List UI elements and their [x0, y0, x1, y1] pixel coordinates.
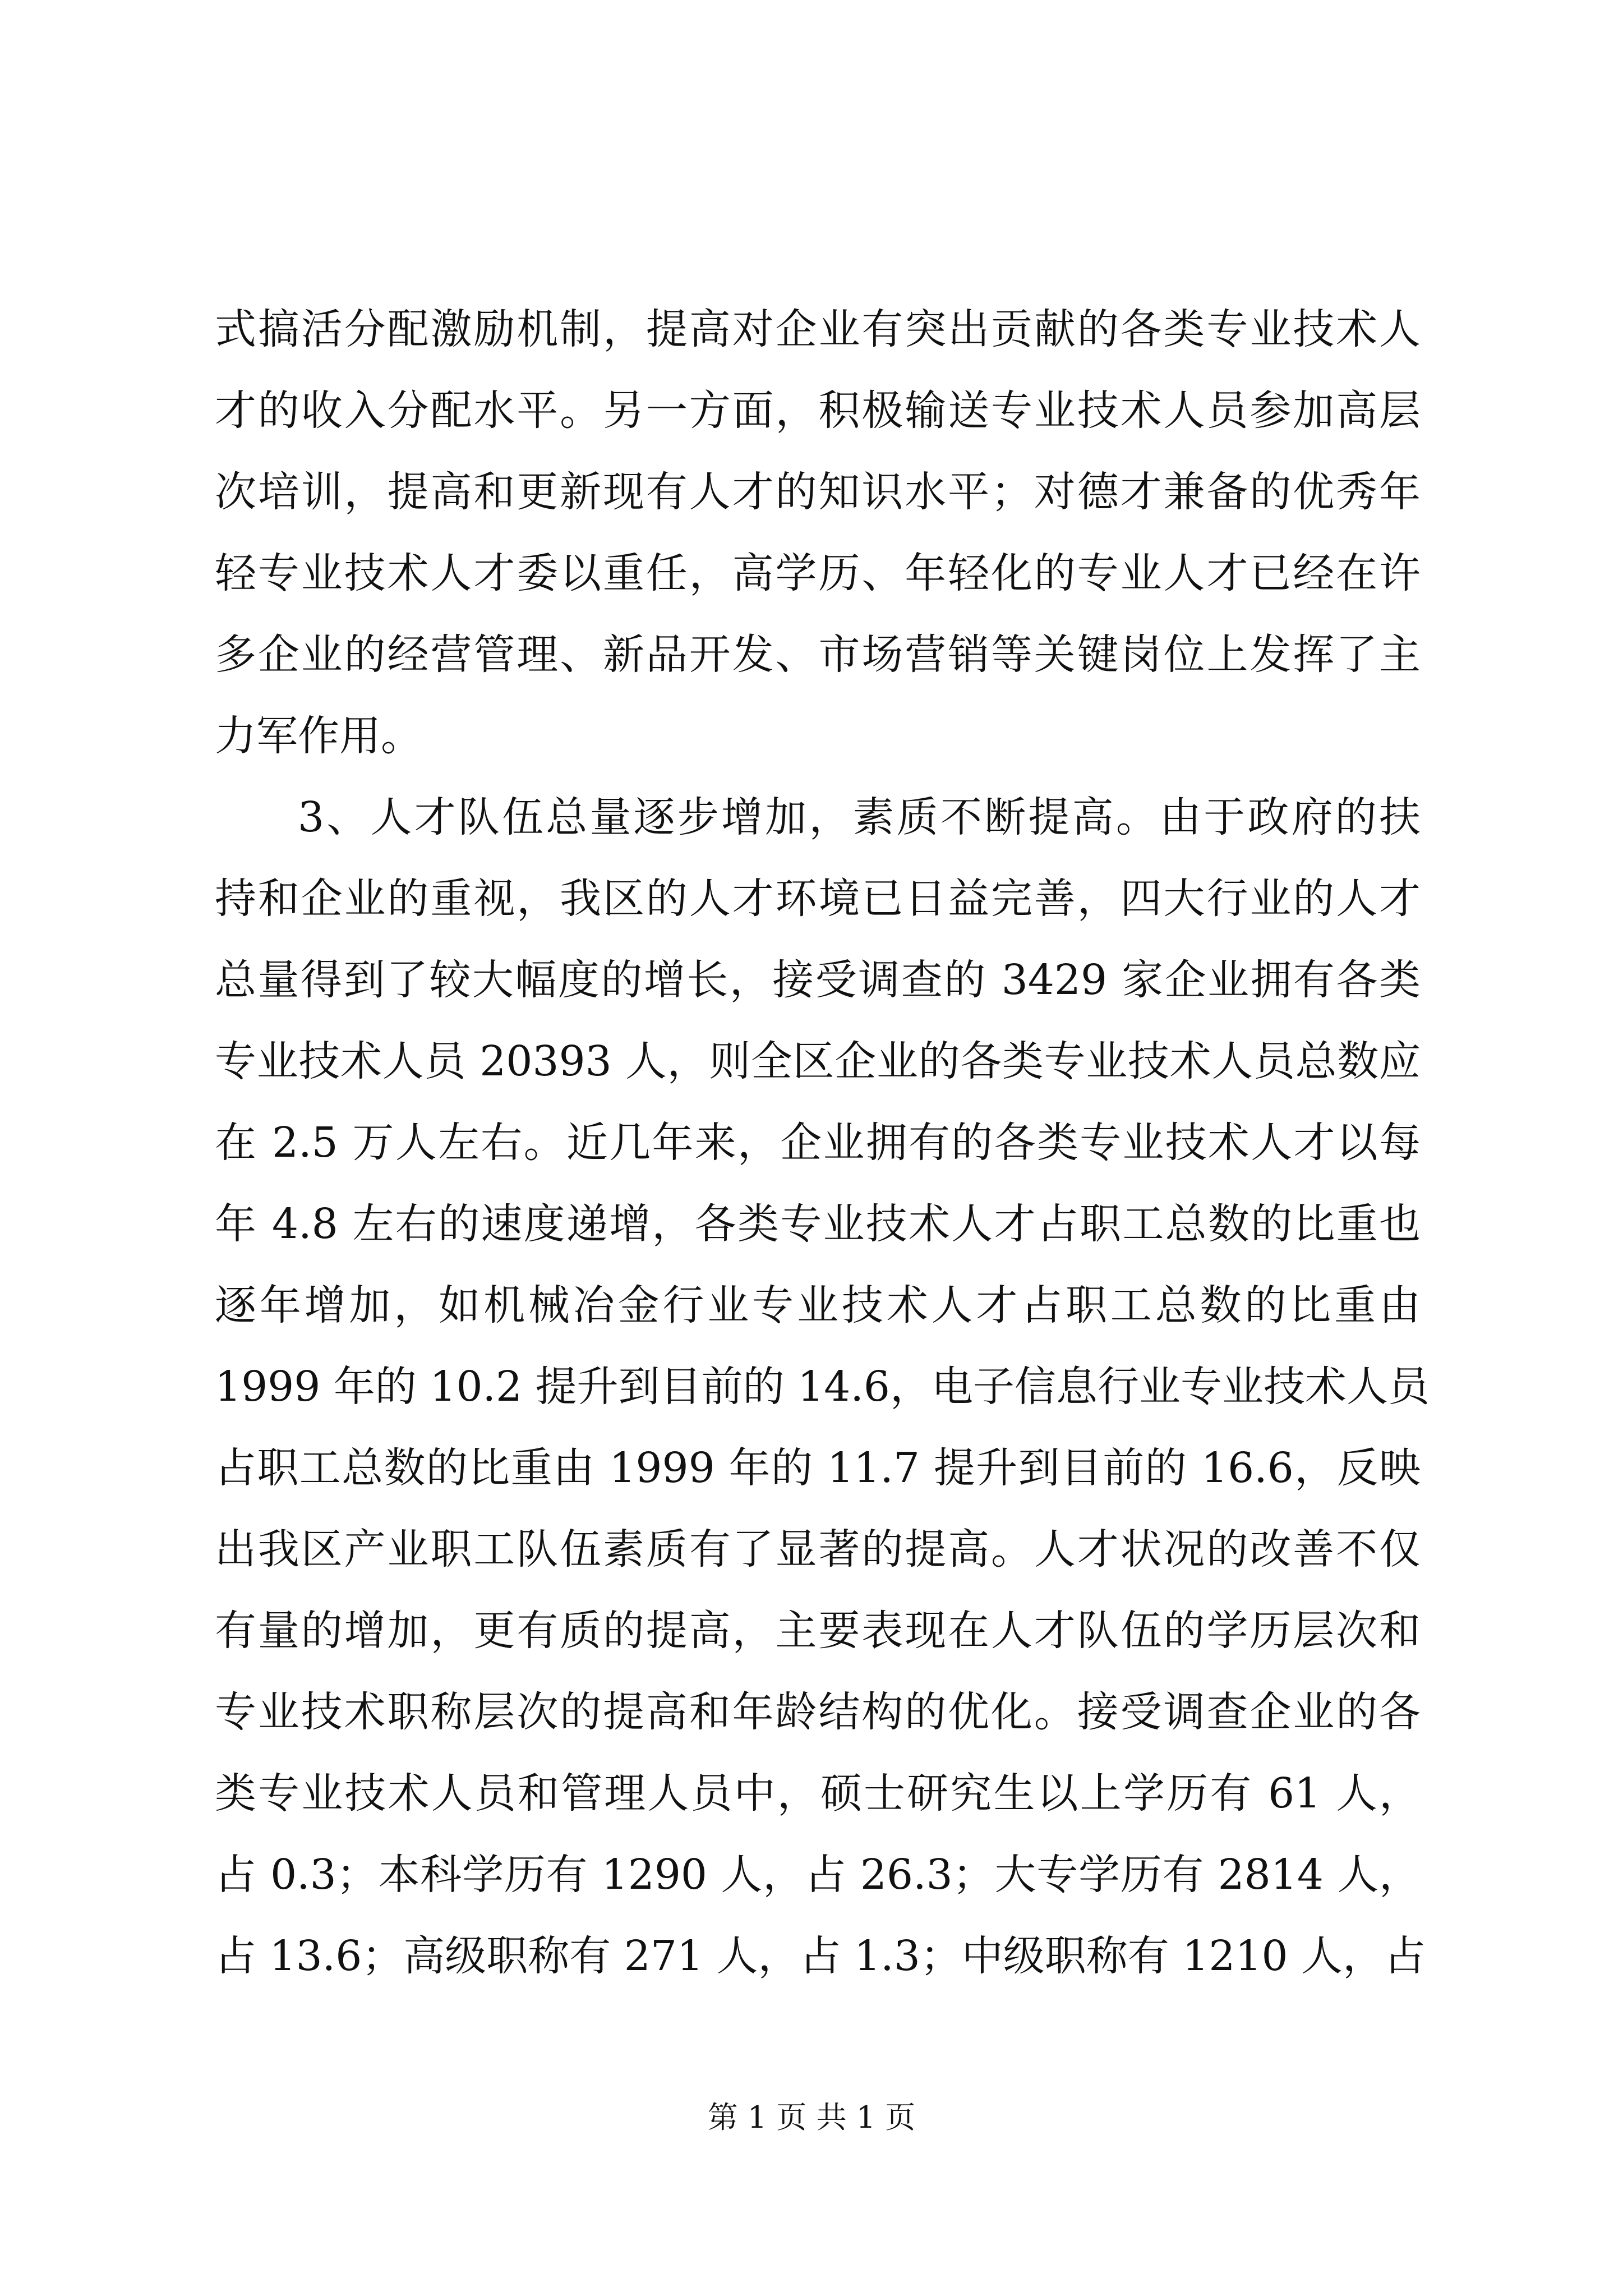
text-line: 占 0.3；本科学历有 1290 人，占 26.3；大专学历有 2814 人，: [215, 1851, 1421, 1899]
text-line: 在 2.5 万人左右。近几年来，企业拥有的各类专业技术人才以每: [215, 1119, 1421, 1167]
text-line: 式搞活分配激励机制，提高对企业有突出贡献的各类专业技术人: [215, 305, 1421, 353]
paragraph-start-line: 3、人才队伍总量逐步增加，素质不断提高。由于政府的扶: [298, 793, 1421, 841]
text-line: 逐年增加，如机械冶金行业专业技术人才占职工总数的比重由: [215, 1281, 1421, 1329]
text-line: 出我区产业职工队伍素质有了显著的提高。人才状况的改善不仅: [215, 1525, 1421, 1573]
text-line: 轻专业技术人才委以重任，高学历、年轻化的专业人才已经在许: [215, 549, 1421, 597]
text-line: 力军作用。: [215, 712, 422, 760]
text-line: 专业技术职称层次的提高和年龄结构的优化。接受调查企业的各: [215, 1688, 1421, 1736]
text-line: 次培训，提高和更新现有人才的知识水平；对德才兼备的优秀年: [215, 468, 1421, 516]
text-line: 年 4.8 左右的速度递增，各类专业技术人才占职工总数的比重也: [215, 1200, 1421, 1248]
text-line: 有量的增加，更有质的提高，主要表现在人才队伍的学历层次和: [215, 1607, 1421, 1655]
text-line: 类专业技术人员和管理人员中，硕士研究生以上学历有 61 人，: [215, 1769, 1421, 1818]
text-line: 多企业的经营管理、新品开发、市场营销等关键岗位上发挥了主: [215, 631, 1421, 679]
text-line: 才的收入分配水平。另一方面，积极输送专业技术人员参加高层: [215, 386, 1421, 435]
text-line: 1999 年的 10.2 提升到目前的 14.6，电子信息行业专业技术人员: [215, 1363, 1430, 1411]
text-line: 占 13.6；高级职称有 271 人，占 1.3；中级职称有 1210 人，占: [215, 1932, 1426, 1980]
text-line: 总量得到了较大幅度的增长，接受调查的 3429 家企业拥有各类: [215, 956, 1421, 1004]
page-number-footer: 第 1 页 共 1 页: [707, 2100, 916, 2135]
body-text: [215, 289, 1430, 1997]
text-line: 占职工总数的比重由 1999 年的 11.7 提升到目前的 16.6，反映: [215, 1444, 1421, 1492]
text-line: 专业技术人员 20393 人，则全区企业的各类专业技术人员总数应: [215, 1037, 1421, 1085]
text-line: 持和企业的重视，我区的人才环境已日益完善，四大行业的人才: [215, 875, 1421, 923]
